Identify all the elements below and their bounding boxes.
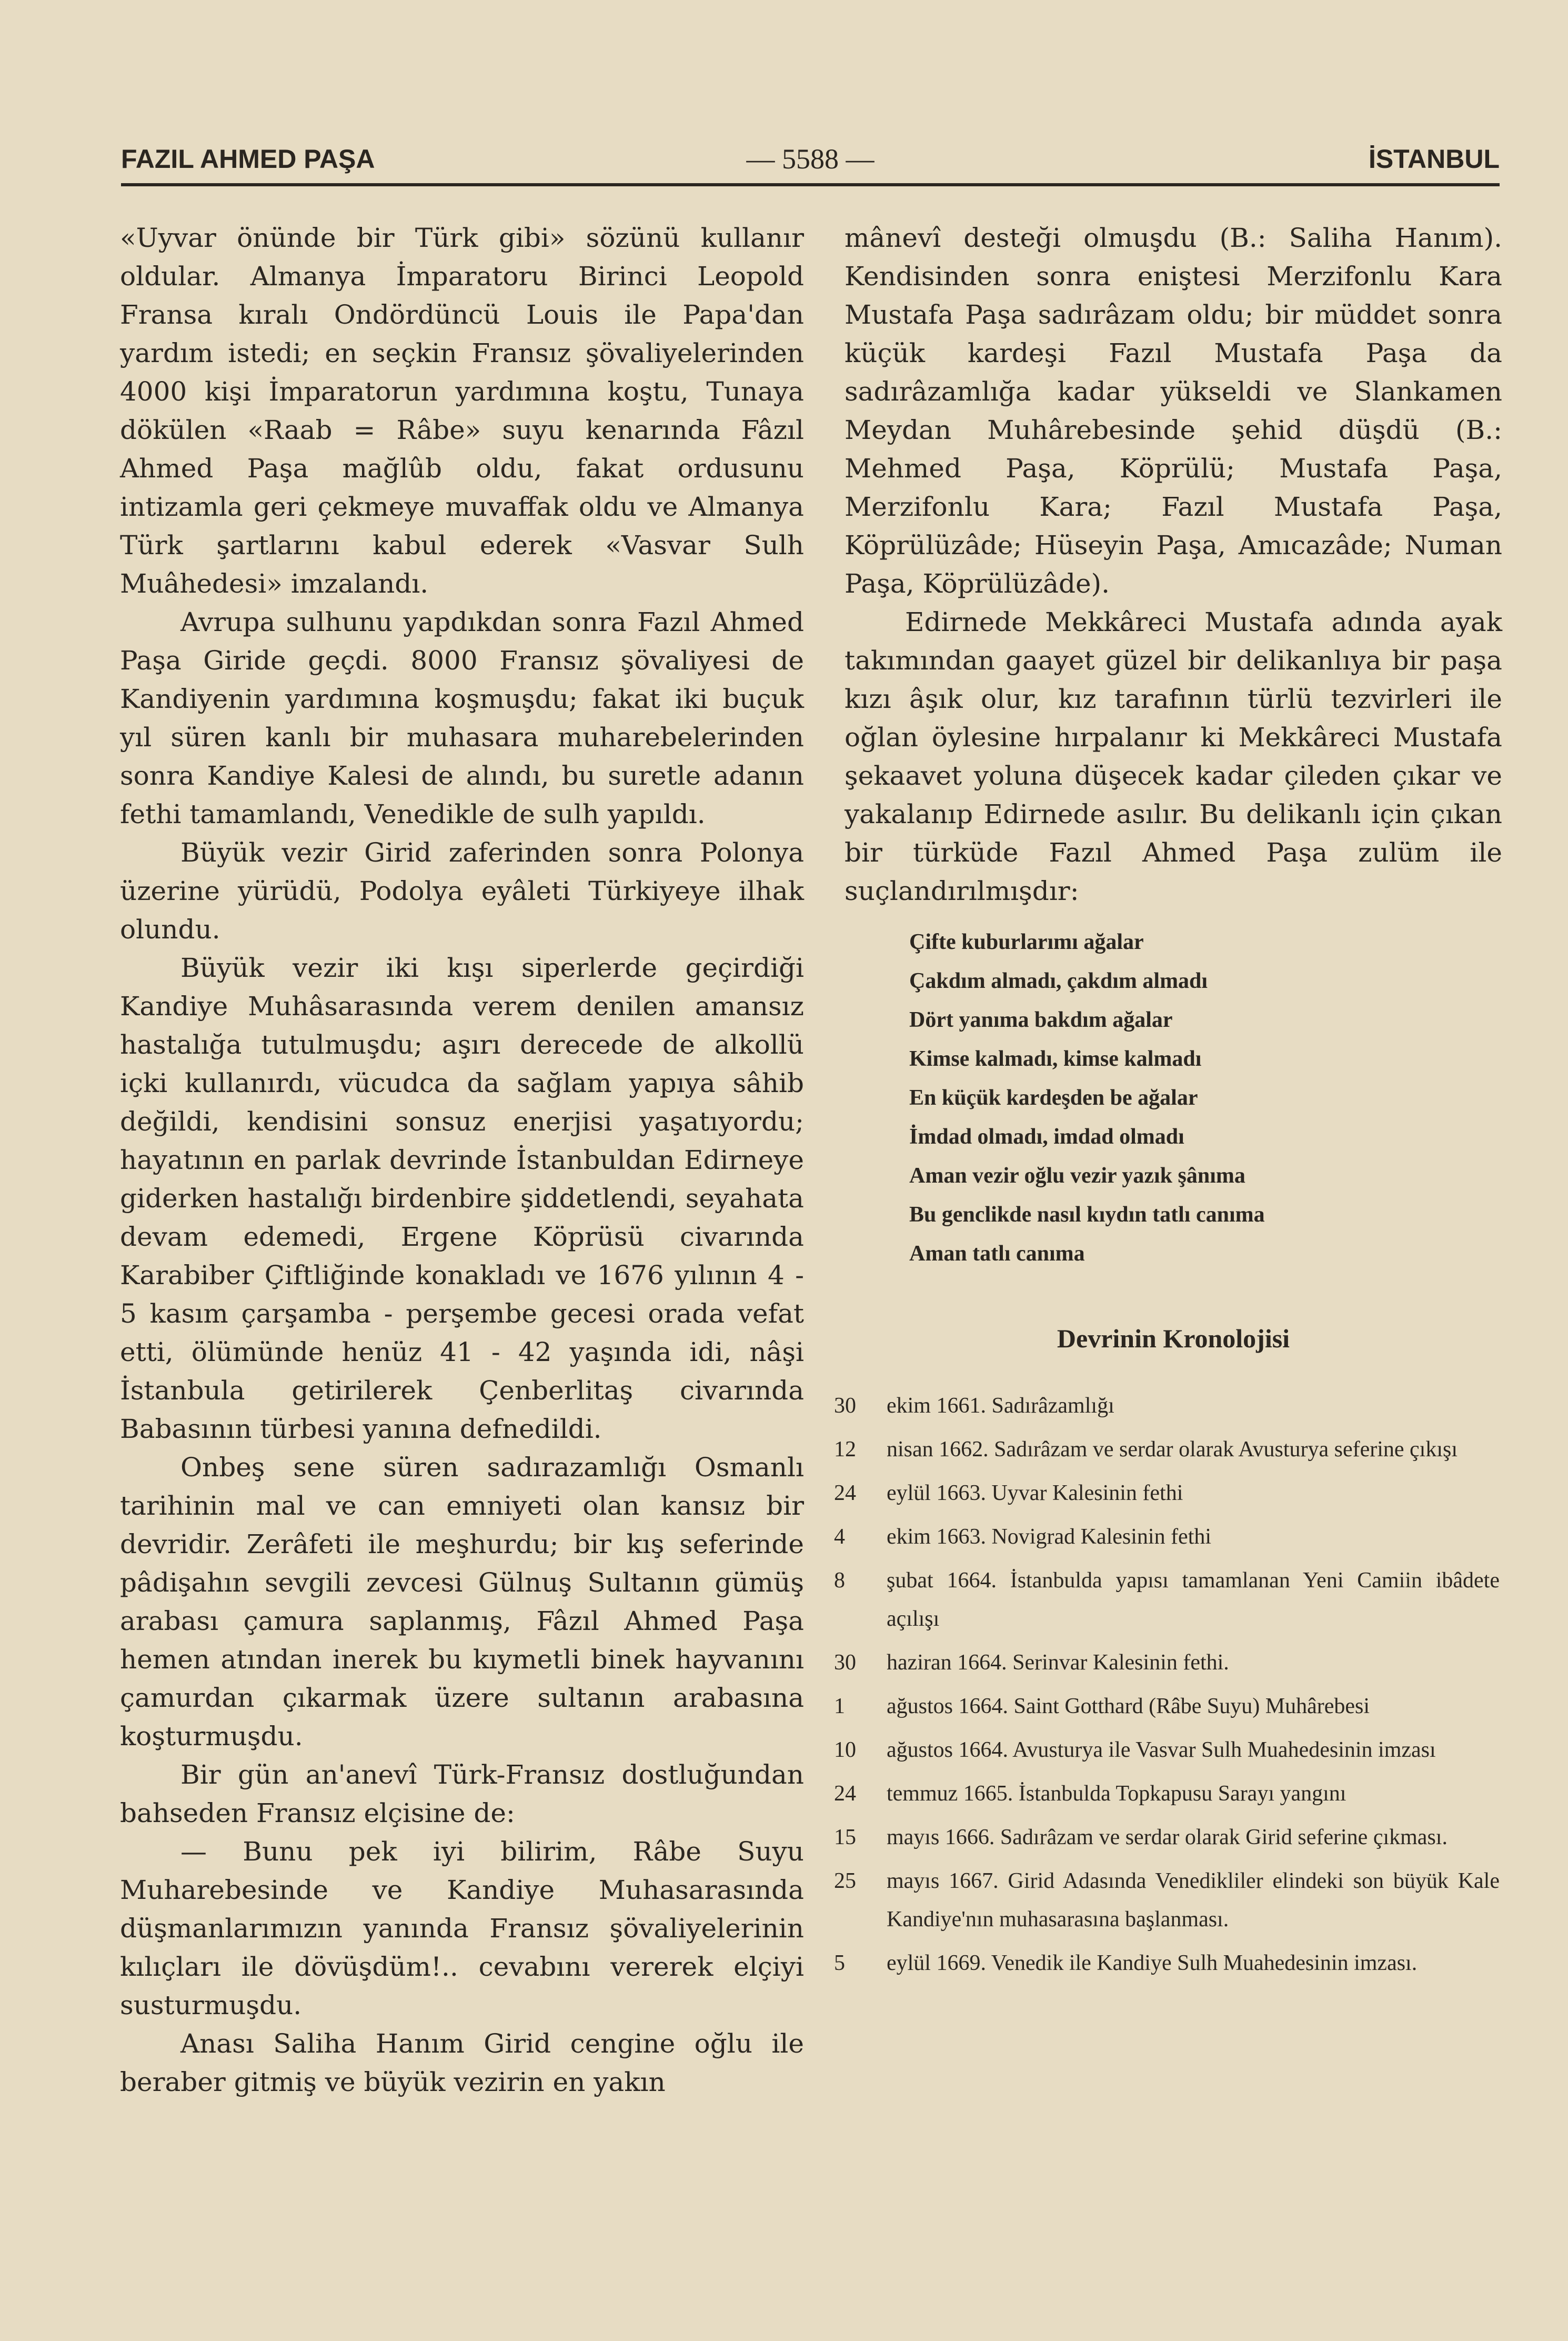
folk-song-verse	[909, 923, 1488, 1273]
left-column	[120, 219, 804, 2102]
entry-text: mayıs 1666. Sadırâzam ve serdar olarak Girid seferine çıkması.	[887, 1825, 1448, 1849]
entry-day: 12	[834, 1437, 856, 1462]
verse-line: İmdad olmadı, imdad olmadı	[909, 1125, 1184, 1149]
verse-line: Dört yanıma bakdım ağalar	[909, 1008, 1173, 1032]
entry-day: 24	[834, 1481, 856, 1505]
entry-day: 15	[834, 1825, 856, 1849]
chronology-list	[834, 1387, 1500, 1983]
entry-text: eylül 1663. Uyvar Kalesinin fethi	[887, 1481, 1183, 1505]
chronology-entry	[834, 1687, 1500, 1726]
entry-text: mayıs 1667. Girid Adasında Venedikliler elindeki son büyük Kale Kandiye'nın muhasarasına başlanması.	[887, 1869, 1500, 1932]
verse-line: Çakdım almadı, çakdım almadı	[909, 969, 1208, 993]
entry-day: 10	[834, 1738, 856, 1762]
chronology-entry	[834, 1387, 1500, 1425]
paragraph: Büyük vezir Girid zaferinden sonra Polonya üzerine yürüdü, Podolya eyâleti Türkiyeye ilhak olundu.	[120, 837, 804, 945]
chronology-entry	[834, 1775, 1500, 1813]
entry-day: 4	[834, 1525, 845, 1549]
entry-text: haziran 1664. Serinvar Kalesinin fethi.	[887, 1650, 1229, 1675]
chronology-entry	[834, 1944, 1500, 1983]
chronology-entry	[834, 1562, 1500, 1638]
header-volume-title: İSTANBUL	[1368, 144, 1500, 174]
paragraph: Onbeş sene süren sadırazamlığı Osmanlı tarihinin mal ve can emniyeti olan kansız bir devridir. Zerâfeti ile meşhurdu; bir kış seferinde pâdişahın sevgili zevcesi Gülnuş Sultanın gümüş arabası çamura saplanmış, Fâzıl Ahmed Paşa hemen atından inerek bu kıymetli binek hayvanını çamurdan çıkarmak üzere sultanın arabasına koşturmuşdu.	[120, 1452, 804, 1752]
verse-line: Bu genclikde nasıl kıydın tatlı canıma	[909, 1203, 1265, 1227]
entry-day: 1	[834, 1694, 845, 1718]
right-column	[845, 219, 1502, 911]
verse-line: En küçük kardeşden be ağalar	[909, 1086, 1198, 1110]
header-article-title: FAZIL AHMED PAŞA	[121, 144, 375, 174]
entry-text: ağustos 1664. Avusturya ile Vasvar Sulh Muahedesinin imzası	[887, 1738, 1436, 1762]
paragraph: Büyük vezir iki kışı siperlerde geçirdiği Kandiye Muhâsarasında verem denilen amansız hastalığa tutulmuşdu; aşırı derecede de alkollü içki kullanırdı, vücudca da sağlam yapıya sâhib değildi, kendisini sonsuz enerjisi yaşatıyordu; hayatının en parlak devrinde İstanbuldan Edirneye giderken hastalığı birdenbire şiddetlendi, seyahata devam edemedi, Ergene Köprüsü civarında Karabiber Çiftliğinde konakladı ve 1676 yılının 4 - 5 kasım çarşamba - perşembe gecesi orada vefat etti, ölümünde henüz 41 - 42 yaşında idi, nâşi İstanbula getirilerek Çenberlitaş civarında Babasının türbesi yanına defnedildi.	[120, 953, 804, 1444]
entry-text: nisan 1662. Sadırâzam ve serdar olarak Avusturya seferine çıkışı	[887, 1437, 1458, 1462]
chronology-entry	[834, 1474, 1500, 1513]
verse-line: Çifte kuburlarımı ağalar	[909, 930, 1144, 954]
entry-day: 30	[834, 1650, 856, 1675]
entry-text: ekim 1663. Novigrad Kalesinin fethi	[887, 1525, 1212, 1549]
entry-text: ağustos 1664. Saint Gotthard (Râbe Suyu) Muhârebesi	[887, 1694, 1370, 1718]
entry-day: 30	[834, 1394, 856, 1418]
entry-text: şubat 1664. İstanbulda yapısı tamamlanan Yeni Camiin ibâdete açılışı	[887, 1568, 1500, 1631]
paragraph: Bir gün an'anevî Türk-Fransız dostluğundan bahseden Fransız elçisine de:	[120, 1759, 804, 1828]
chronology-heading: Devrinin Kronolojisi	[1057, 1324, 1290, 1353]
paragraph: — Bunu pek iyi bilirim, Râbe Suyu Muharebesinde ve Kandiye Muhasarasında düşmanlarımızın yanında Fransız şövaliyelerinin kılıçları ile dövüşdüm!.. cevabını vererek elçiyi susturmuşdu.	[120, 1836, 804, 2020]
entry-text: temmuz 1665. İstanbulda Topkapusu Sarayı yangını	[887, 1782, 1346, 1806]
page-number: — 5588 —	[746, 143, 875, 175]
paragraph: Edirnede Mekkâreci Mustafa adında ayak takımından gaayet güzel bir delikanlıya bir paşa kızı âşık olur, kız tarafının türlü tezvirleri ile oğlan öylesine hırpalanır ki Mekkâreci Mustafa şekaavet yoluna düşecek kadar çileden çıkar ve yakalanıp Edirnede asılır. Bu delikanlı için çıkan bir türküde Fazıl Ahmed Paşa zulüm ile suçlandırılmışdır:	[845, 607, 1502, 906]
entry-day: 5	[834, 1951, 845, 1975]
page-header	[121, 138, 1500, 180]
chronology-entry	[834, 1731, 1500, 1769]
entry-day: 8	[834, 1568, 845, 1593]
entry-text: ekim 1661. Sadırâzamlığı	[887, 1394, 1114, 1418]
paragraph: mânevî desteği olmuşdu (B.: Saliha Hanım). Kendisinden sonra eniştesi Merzifonlu Kara Mustafa Paşa sadırâzam oldu; bir müddet sonra küçük kardeşi Fazıl Mustafa Paşa da sadırâzamlığa kadar yükseldi ve Slankamen Meydan Muhârebesinde şehid düşdü (B.: Mehmed Paşa, Köprülü; Mustafa Paşa, Merzifonlu Kara; Fazıl Mustafa Paşa, Köprülüzâde; Hüseyin Paşa, Amıcazâde; Numan Paşa, Köprülüzâde).	[845, 223, 1502, 599]
chronology-entry	[834, 1518, 1500, 1556]
paragraph: «Uyvar önünde bir Türk gibi» sözünü kullanır oldular. Almanya İmparatoru Birinci Leopold Fransa kıralı Ondördüncü Louis ile Papa'dan yardım istedi; en seçkin Fransız şövaliyelerinden 4000 kişi İmparatorun yardımına koştu, Tunaya dökülen «Raab = Râbe» suyu kenarında Fâzıl Ahmed Paşa mağlûb oldu, fakat ordusunu intizamla geri çekmeye muvaffak oldu ve Almanya Türk şartlarını kabul ederek «Vasvar Sulh Muâhedesi» imzalandı.	[120, 223, 804, 599]
entry-text: eylül 1669. Venedik ile Kandiye Sulh Muahedesinin imzası.	[887, 1951, 1418, 1975]
verse-line: Kimse kalmadı, kimse kalmadı	[909, 1047, 1202, 1071]
paragraph: Avrupa sulhunu yapdıkdan sonra Fazıl Ahmed Paşa Giride geçdi. 8000 Fransız şövaliyesi de Kandiyenin yardımına koşmuşdu; fakat iki buçuk yıl süren kanlı bir muhasara muharebelerinden sonra Kandiye Kalesi de alındı, bu suretle adanın fethi tamamlandı, Venedikle de sulh yapıldı.	[120, 607, 804, 829]
header-rule	[121, 183, 1500, 186]
chronology-entry	[834, 1430, 1500, 1469]
paragraph: Anası Saliha Hanım Girid cengine oğlu ile beraber gitmiş ve büyük vezirin en yakın	[120, 2028, 804, 2097]
verse-line: Aman vezir oğlu vezir yazık şânıma	[909, 1164, 1245, 1188]
entry-day: 25	[834, 1869, 856, 1893]
chronology-entry	[834, 1644, 1500, 1682]
chronology-entry	[834, 1862, 1500, 1939]
verse-line: Aman tatlı canıma	[909, 1242, 1085, 1266]
chronology-entry	[834, 1818, 1500, 1857]
entry-day: 24	[834, 1782, 856, 1806]
